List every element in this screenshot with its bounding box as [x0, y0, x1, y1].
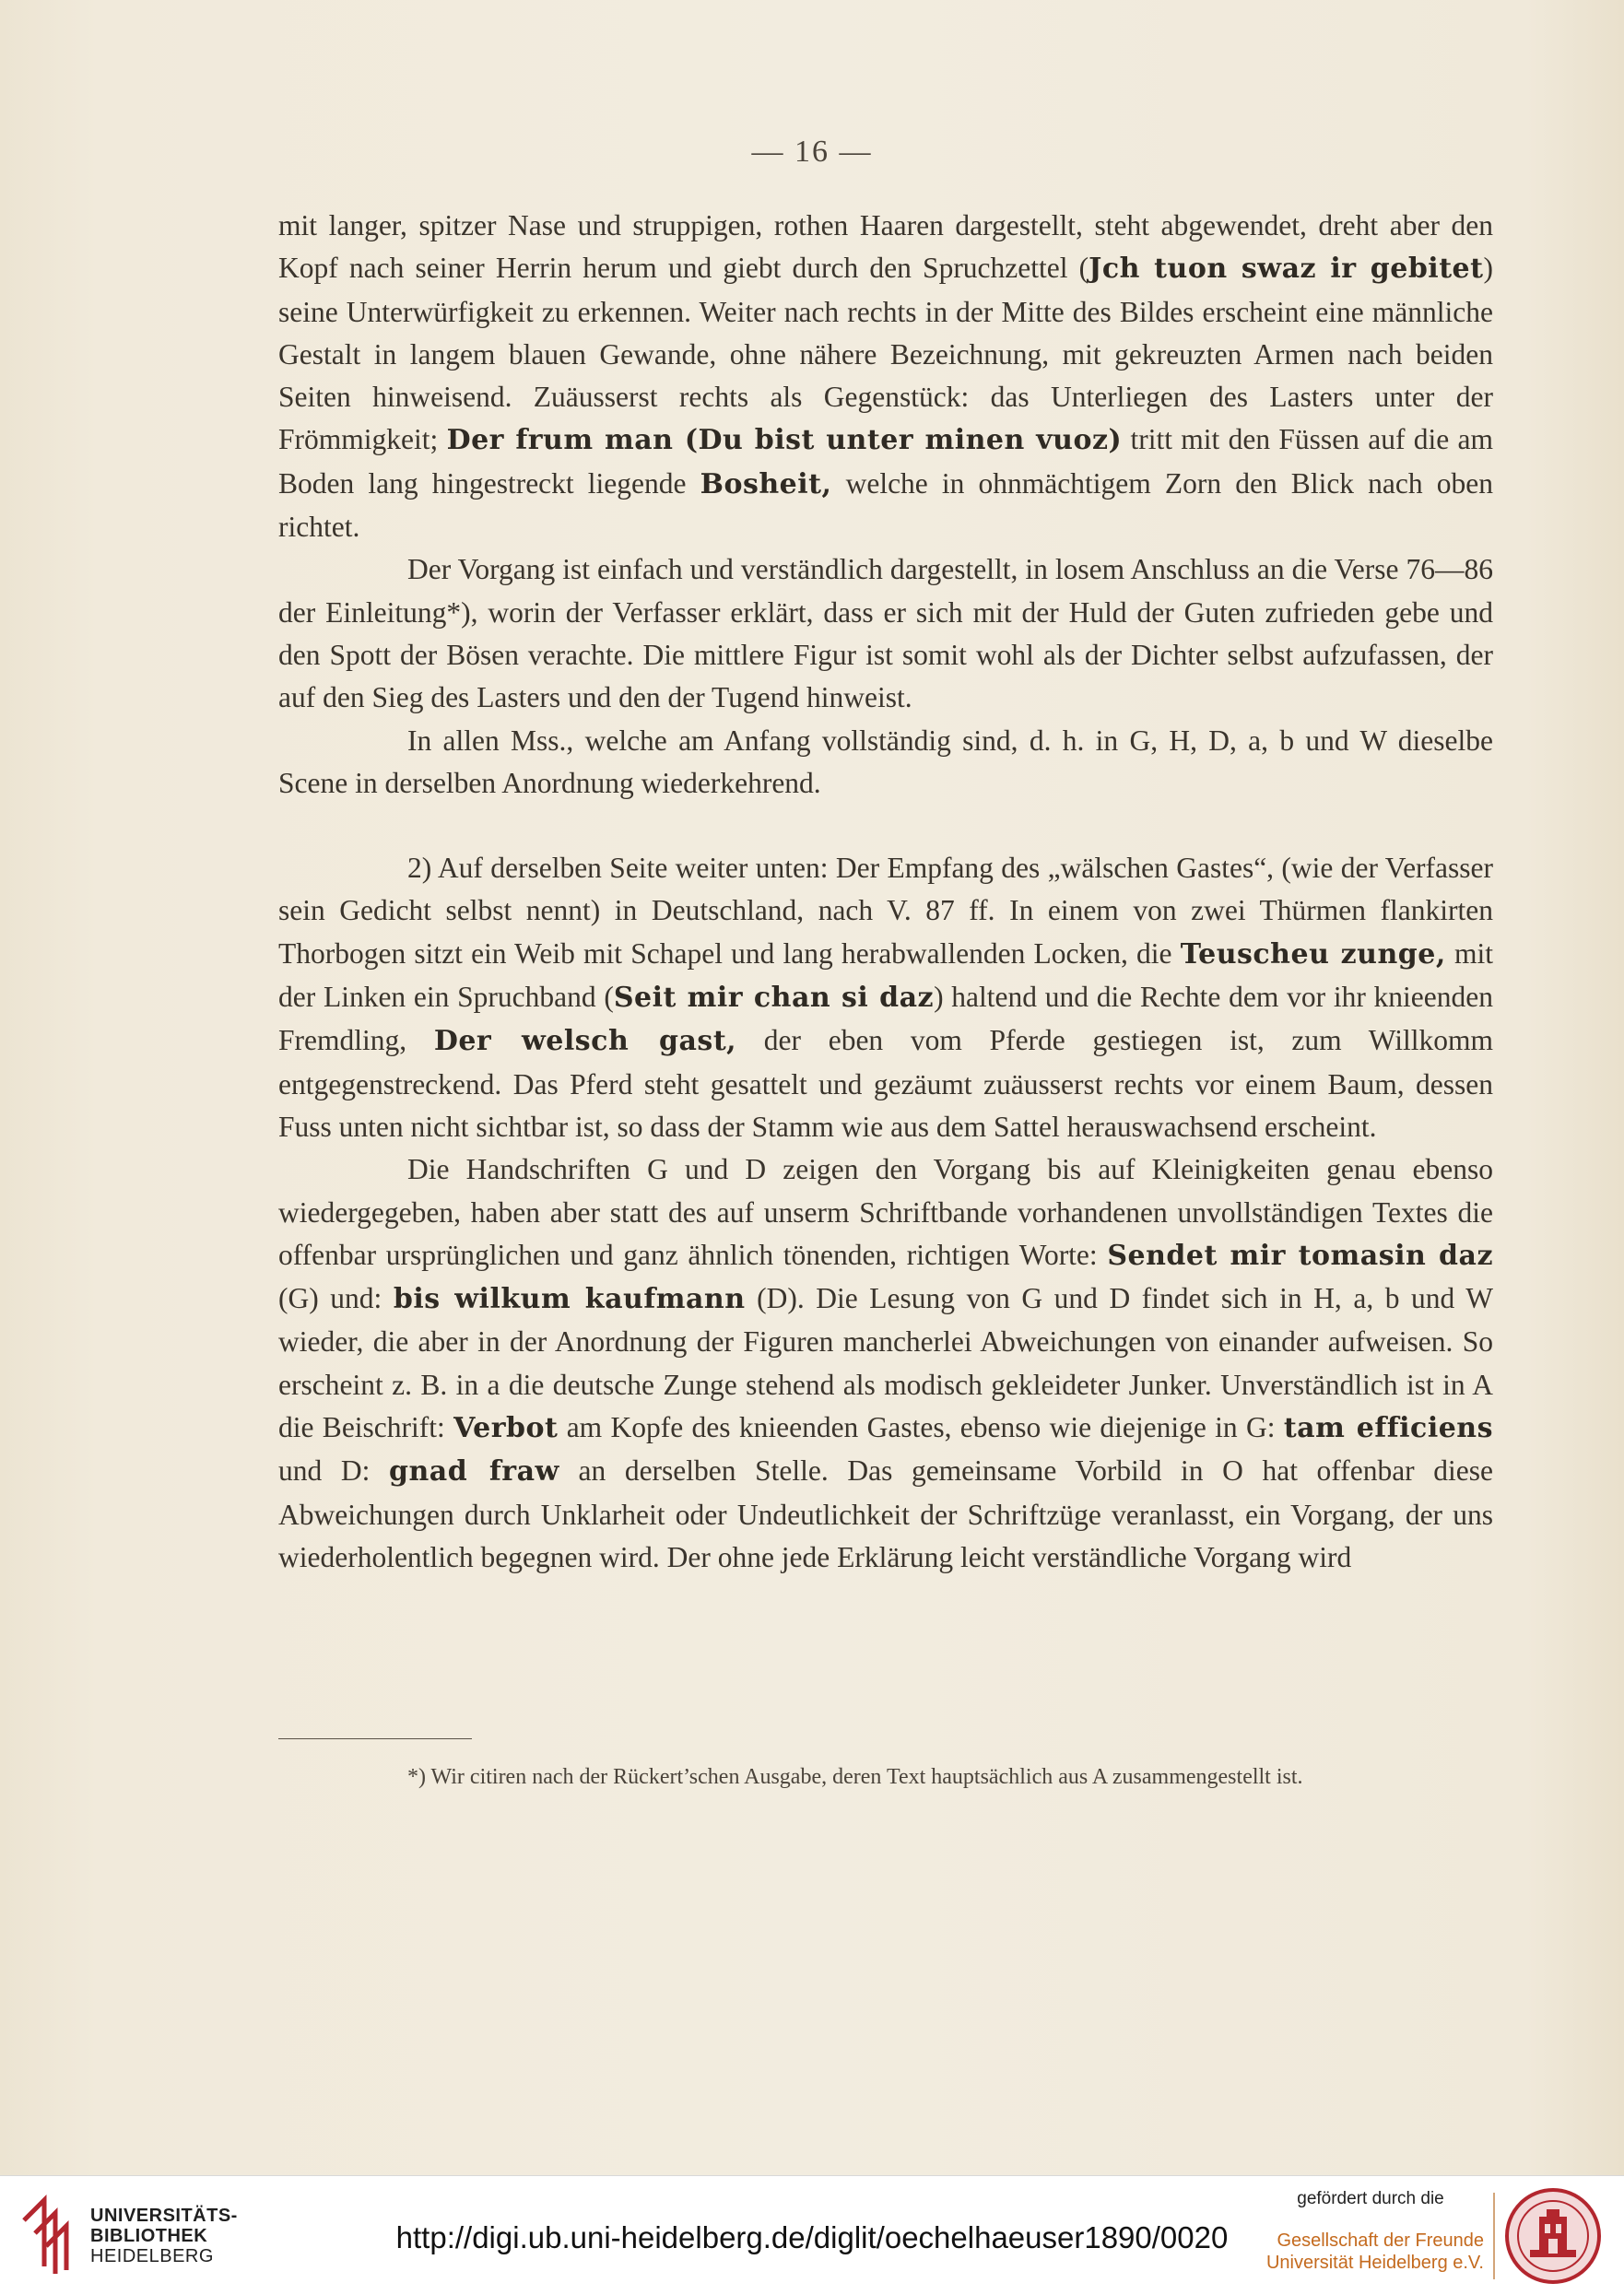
society-name-line2: Universität Heidelberg e.V.	[1265, 2253, 1484, 2273]
library-name-line3: HEIDELBERG	[90, 2246, 214, 2266]
society-name	[1226, 2230, 1484, 2274]
text-run: welche in ohnmächtigem Zorn den Blick nach oben richtet.	[278, 466, 1493, 544]
fraktur-quote: Jch tuon swaz ir gebitet	[1089, 253, 1484, 286]
fraktur-quote: Sendet mir tomasin daz	[1107, 1239, 1493, 1272]
footer-divider	[1493, 2193, 1495, 2279]
text-run: 2) Auf derselben Seite weiter unten: Der Empfang des „wälschen Gastes“, (wie der Verfasser sein Gedicht selbst nennt) in Deutschland, nach V. 87 ff. In einem von zwei Thürmen flankirten Thorbogen sitzt ein Weib mit Schapel und lang herabwallenden Locken, die	[278, 852, 1493, 970]
paragraph	[278, 847, 1493, 1148]
page-number: — 16 —	[751, 135, 873, 169]
funded-by-label: gefördert durch die	[1297, 2189, 1444, 2208]
permalink-url[interactable]: http://digi.ub.uni-heidelberg.de/diglit/oechelhaeuser1890/0020	[395, 2220, 1229, 2254]
text-run: In allen Mss., welche am Anfang vollständig sind, d. h. in G, H, D, a, b und W dieselbe Scene in derselben Anordnung wiederkehrend.	[278, 724, 1493, 799]
fraktur-quote: Bosheit,	[700, 467, 832, 500]
fraktur-quote: Der welsch gast,	[433, 1025, 737, 1058]
text-run: und D:	[278, 1454, 389, 1488]
text-run: Der Vorgang ist einfach und verständlich dargestellt, in losem Anschluss an die Verse 76—86 der Einleitung*), worin der Verfasser erklärt, dass er sich mit der Huld der Guten zufrieden gebe und den Spott der Bösen verachte. Die mittlere Figur ist somit wohl als der Dichter selbst aufzufassen, der auf den Sieg des Lasters und den der Tugend hinweist.	[278, 553, 1493, 714]
paragraph	[278, 205, 1493, 548]
text-run: ) seine Unterwürfigkeit zu erkennen. Weiter nach rechts in der Mitte des Bildes erscheint eine männliche Gestalt in langem blauen Gewande, ohne nähere Bezeichnung, mit gekreuzten Armen nach beiden Seiten hinweisend. Zuäusserst rechts als Gegenstück: das Unterliegen des Lasters unter der Frömmigkeit;	[278, 252, 1494, 456]
footnote-text: *) Wir citiren nach der Rückert’schen Ausgabe, deren Text hauptsächlich aus A zusammengestellt ist.	[407, 1765, 1303, 1789]
fraktur-quote: Seit mir chan si daz	[613, 982, 935, 1015]
paragraph	[278, 720, 1493, 806]
text-run: Die Handschriften G und D zeigen den Vorgang bis auf Kleinigkeiten genau ebenso wiedergegeben, haben aber statt des auf unserm Schriftbande vorhandenen unvollständigen Textes die offenbar ursprünglichen und ganz ähnlich tönenden, richtigen Worte:	[278, 1153, 1493, 1271]
body-text	[278, 205, 1493, 1579]
university-seal-icon	[1502, 2185, 1604, 2287]
text-run: mit der Linken ein Spruchband (	[278, 936, 1493, 1014]
text-run: (G) und:	[278, 1282, 394, 1315]
fraktur-quote: gnad fraw	[388, 1455, 559, 1489]
text-run: mit langer, spitzer Nase und struppigen, rothen Haaren dargestellt, steht abgewendet, dreht aber den Kopf nach seiner Herrin herum und giebt durch den Spruchzettel (	[278, 209, 1493, 285]
footnote-rule	[278, 1738, 472, 1739]
paragraph	[278, 1148, 1493, 1579]
viewer-footer	[0, 2175, 1624, 2295]
fraktur-quote: Verbot	[453, 1412, 559, 1445]
text-run: an derselben Stelle. Das gemeinsame Vorbild in O hat offenbar diese Abweichungen durch Unklarheit oder Undeutlichkeit der Schriftzüge veranlasst, ein Vorgang, der uns wiederholentlich begegnen wird. Der ohne jede Erklärung leicht verständliche Vorgang wird	[278, 1454, 1494, 1573]
fraktur-quote: bis wilkum kaufmann	[393, 1283, 746, 1316]
library-name-line1: UNIVERSITÄTS-	[90, 2206, 238, 2226]
paragraph	[278, 548, 1493, 719]
text-run: tritt mit den Füssen auf die am Boden lang hingestreckt liegende	[278, 423, 1494, 500]
text-run: ) haltend und die Rechte dem vor ihr knieenden Fremdling,	[278, 981, 1493, 1057]
text-run: der eben vom Pferde gestiegen ist, zum Willkomm entgegenstreckend. Das Pferd steht gesattelt und gezäumt zuäusserst rechts vor einem Baum, dessen Fuss unten nicht sichtbar ist, so dass der Stamm wie aus dem Sattel herauswachsend erscheint.	[278, 1024, 1493, 1143]
library-name-line2: BIBLIOTHEK	[90, 2226, 208, 2246]
text-run: am Kopfe des knieenden Gastes, ebenso wie diejenige in G:	[558, 1411, 1284, 1444]
text-run: (D). Die Lesung von G und D findet sich in H, a, b und W wieder, die aber in der Anordnung der Figuren mancherlei Abweichungen von einander aufweisen. So erscheint z. B. in a die deutsche Zunge stehend als modisch gekleideter Junker. Unverständlich ist in A die Beischrift:	[278, 1282, 1494, 1444]
fraktur-quote: Teuscheu zunge,	[1180, 937, 1446, 971]
fraktur-quote: Der frum man (Du bist unter minen vuoz)	[446, 424, 1123, 457]
fraktur-quote: tam efficiens	[1283, 1412, 1494, 1445]
footnote	[278, 1760, 1493, 1794]
society-name-line1: Gesellschaft der Freunde	[1277, 2230, 1484, 2251]
